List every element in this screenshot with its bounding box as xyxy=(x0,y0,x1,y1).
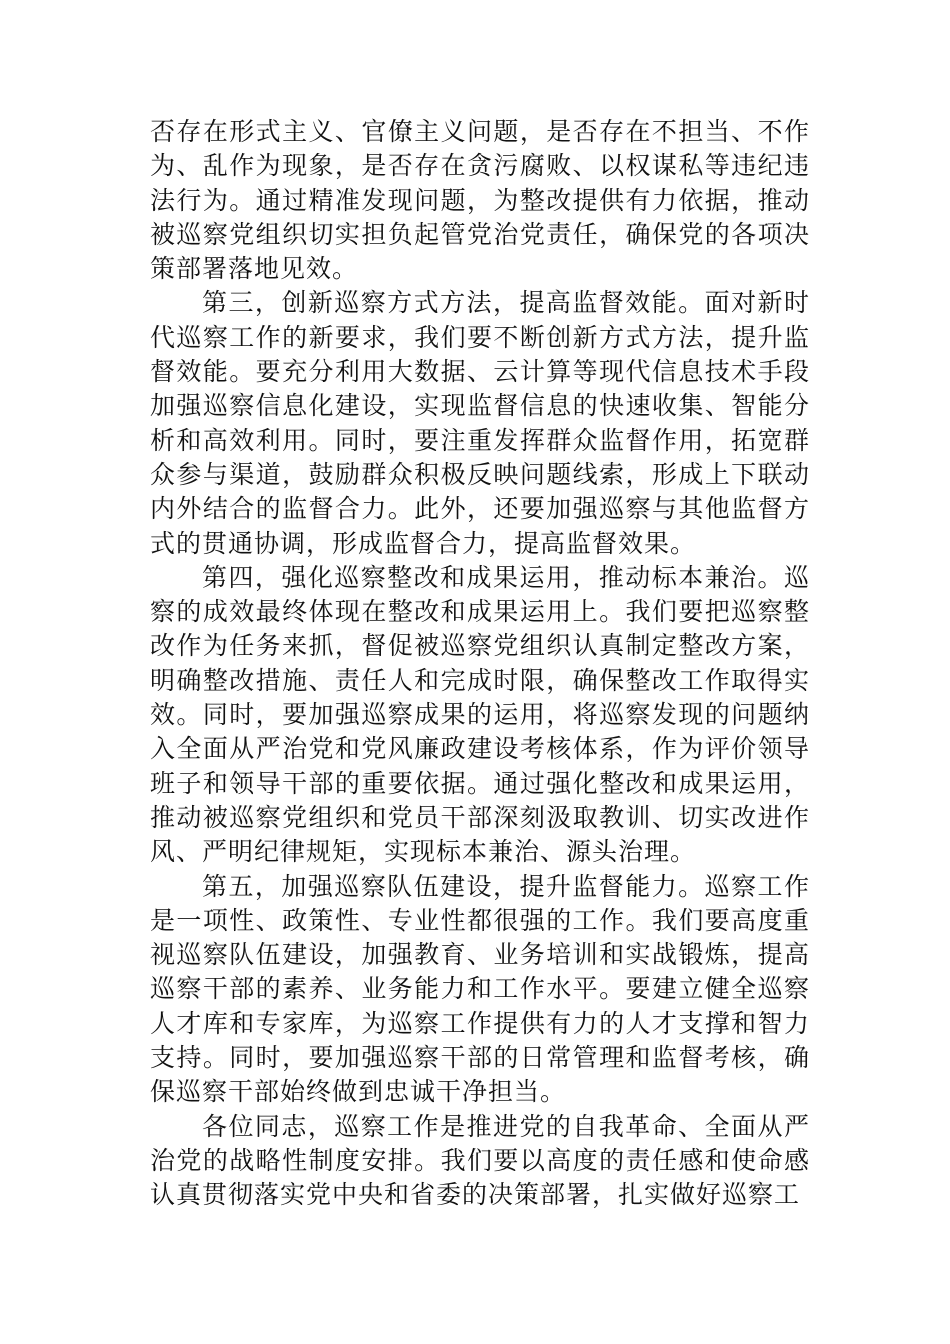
paragraph-fourth-point: 第四，强化巡察整改和成果运用，推动标本兼治。巡察的成效最终体现在整改和成果运用上。我们要把巡察整改作为任务来抓，督促被巡察党组织认真制定整改方案，明确整改措施、责任人和完成时限，确保整改工作取得实效。同时，要加强巡察成果的运用，将巡察发现的问题纳入全面从严治党和党风廉政建设考核体系，作为评价领导班子和领导干部的重要依据。通过强化整改和成果运用，推动被巡察党组织和党员干部深刻汲取教训、切实改进作风、严明纪律规矩，实现标本兼治、源头治理。 xyxy=(150,562,810,867)
document-body xyxy=(150,115,810,1213)
paragraph-third-point: 第三，创新巡察方式方法，提高监督效能。面对新时代巡察工作的新要求，我们要不断创新方式方法，提升监督效能。要充分利用大数据、云计算等现代信息技术手段加强巡察信息化建设，实现监督信息的快速收集、智能分析和高效利用。同时，要注重发挥群众监督作用，拓宽群众参与渠道，鼓励群众积极反映问题线索，形成上下联动内外结合的监督合力。此外，还要加强巡察与其他监督方式的贯通协调，形成监督合力，提高监督效果。 xyxy=(150,288,810,558)
paragraph-fifth-point: 第五，加强巡察队伍建设，提升监督能力。巡察工作是一项性、政策性、专业性都很强的工作。我们要高度重视巡察队伍建设，加强教育、业务培训和实战锻炼，提高巡察干部的素养、业务能力和工作水平。要建立健全巡察人才库和专家库，为巡察工作提供有力的人才支撑和智力支持。同时，要加强巡察干部的日常管理和监督考核，确保巡察干部始终做到忠诚干净担当。 xyxy=(150,871,810,1107)
paragraph-continuation: 否存在形式主义、官僚主义问题，是否存在不担当、不作为、乱作为现象，是否存在贪污腐败、以权谋私等违纪违法行为。通过精准发现问题，为整改提供有力依据，推动被巡察党组织切实担负起管党治党责任，确保党的各项决策部署落地见效。 xyxy=(150,117,810,284)
paragraph-closing: 各位同志，巡察工作是推进党的自我革命、全面从严治党的战略性制度安排。我们要以高度的责任感和使命感认真贯彻落实党中央和省委的决策部署，扎实做好巡察工 xyxy=(150,1111,810,1210)
